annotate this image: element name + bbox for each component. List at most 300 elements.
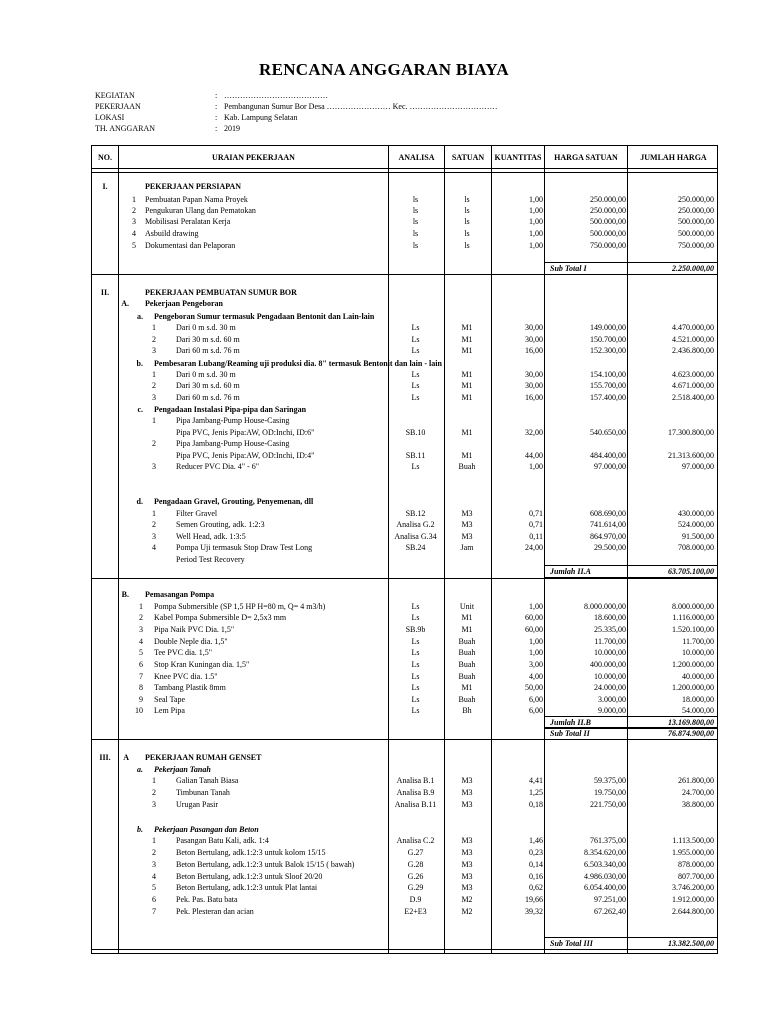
row-description: Pekerjaan Pengeboran (145, 299, 223, 308)
row-satuan: M2 (461, 907, 473, 916)
row-harga-satuan: 400.000,00 (590, 660, 626, 669)
row-description: PEKERJAAN PEMBUATAN SUMUR BOR (145, 288, 297, 297)
row-harga-satuan: 3.000,00 (598, 695, 626, 704)
row-satuan: ls (464, 217, 470, 226)
table-row (92, 415, 717, 426)
row-analisa: Ls (411, 648, 420, 657)
row-kuantitas: 4,00 (529, 672, 543, 681)
table-row (92, 694, 717, 705)
row-index: 3 (152, 393, 156, 402)
subtotal-line (544, 949, 718, 950)
table-row (92, 496, 717, 507)
header-divider (92, 168, 717, 169)
row-kuantitas: 1,00 (529, 637, 543, 646)
row-jumlah-harga: 1.955.000,00 (672, 848, 714, 857)
row-harga-satuan: 484.400,00 (590, 451, 626, 460)
row-kuantitas: 1,00 (529, 217, 543, 226)
row-index: c. (137, 405, 143, 414)
row-description: Pipa PVC, Jenis Pipa:AW, OD:Inchi, ID:4" (176, 451, 315, 460)
meta-key: PEKERJAAN (95, 102, 141, 111)
row-harga-satuan: 155.700,00 (590, 381, 626, 390)
table-row (92, 216, 717, 227)
row-satuan: M1 (461, 381, 473, 390)
row-jumlah-harga: 500.000,00 (678, 229, 714, 238)
row-kuantitas: 0,18 (529, 800, 543, 809)
table-row (92, 205, 717, 216)
row-harga-satuan: 540.650,00 (590, 428, 626, 437)
row-analisa: Ls (411, 381, 420, 390)
row-jumlah-harga: 8.000.000,00 (672, 602, 714, 611)
row-analisa: D.9 (409, 895, 422, 904)
row-harga-satuan: 8.000.000,00 (584, 602, 626, 611)
row-analisa: Ls (411, 335, 420, 344)
row-harga-satuan: 761.375,00 (590, 836, 626, 845)
row-satuan: M1 (461, 323, 473, 332)
row-satuan: M3 (461, 788, 473, 797)
row-jumlah-harga: 11.700,00 (682, 637, 714, 646)
row-satuan: ls (464, 195, 470, 204)
row-description: Pipa Jambang-Pump House-Casing (176, 416, 290, 425)
row-jumlah-harga: 10.000,00 (682, 648, 714, 657)
row-description: Pompa Submersible (SP 1,5 HP H=80 m, Q= 4 m3/h) (154, 602, 326, 611)
row-kuantitas: 60,00 (525, 613, 543, 622)
row-description: Pembuatan Papan Nama Proyek (145, 195, 248, 204)
table-row (92, 589, 717, 600)
meta-colon: : (215, 91, 218, 100)
table-row (92, 345, 717, 356)
table-row (92, 871, 717, 882)
row-harga-satuan: 500.000,00 (590, 229, 626, 238)
row-description: Beton Bertulang, adk.1:2:3 untuk Sloof 20/20 (176, 872, 323, 881)
row-satuan: M3 (461, 848, 473, 857)
row-satuan: Jam (460, 543, 474, 552)
table-row (92, 705, 717, 716)
header-jumlah-harga: JUMLAH HARGA (640, 153, 707, 162)
row-description: Lem Pipa (154, 706, 185, 715)
row-description: Pipa Jambang-Pump House-Casing (176, 439, 290, 448)
table-row (92, 240, 717, 251)
row-harga-satuan: 154.100,00 (590, 370, 626, 379)
row-analisa: ls (412, 229, 419, 238)
table-row (92, 671, 717, 682)
subtotal-row (92, 263, 717, 274)
row-harga-satuan: 750.000,00 (590, 241, 626, 250)
row-description: Pipa Naik PVC Dia. 1,5" (154, 625, 235, 634)
header-analisa: ANALISA (398, 153, 435, 162)
table-row (92, 799, 717, 810)
row-satuan: M3 (461, 860, 473, 869)
row-index: b. (137, 825, 143, 834)
row-kuantitas: 0,14 (529, 860, 543, 869)
table-row (92, 461, 717, 472)
row-index: 1 (152, 323, 156, 332)
row-kuantitas: 16,00 (525, 346, 543, 355)
row-description: Mobilisasi Peralatan Kerja (145, 217, 231, 226)
row-harga-satuan: 6.503.340,00 (584, 860, 626, 869)
row-kuantitas: 50,00 (525, 683, 543, 692)
row-satuan: M1 (461, 370, 473, 379)
row-description: Dokumentasi dan Pelaporan (145, 241, 236, 250)
row-index: 6 (139, 660, 143, 669)
row-description: Pek. Pas. Batu bata (176, 895, 238, 904)
table-row (92, 764, 717, 775)
row-index: 7 (139, 672, 143, 681)
row-index: 4 (139, 637, 143, 646)
row-analisa: Analisa B.1 (396, 776, 435, 785)
row-analisa: Ls (411, 637, 420, 646)
meta-row (95, 123, 655, 134)
header-satuan: SATUAN (451, 153, 485, 162)
row-harga-satuan: 19.750,00 (594, 788, 626, 797)
row-analisa: Analisa C.2 (396, 836, 435, 845)
row-satuan: M1 (461, 346, 473, 355)
row-kuantitas: 39,32 (525, 907, 543, 916)
row-index: d. (136, 497, 143, 506)
row-harga-satuan: 10.000,00 (594, 672, 626, 681)
row-jumlah-harga: 18.000,00 (682, 695, 714, 704)
row-index: A. (121, 299, 129, 308)
row-jumlah-harga: 1.520.100,00 (672, 625, 714, 634)
row-analisa: Ls (411, 706, 420, 715)
table-row (92, 847, 717, 858)
row-satuan: Unit (459, 602, 475, 611)
row-jumlah-harga: 91.500,00 (682, 532, 714, 541)
row-jumlah-harga: 3.746.200,00 (672, 883, 714, 892)
row-number: I. (102, 182, 108, 191)
table-row (92, 775, 717, 786)
row-kuantitas: 44,00 (525, 451, 543, 460)
row-kuantitas: 60,00 (525, 625, 543, 634)
row-description: Timbunan Tanah (176, 788, 230, 797)
row-satuan: M3 (461, 532, 473, 541)
row-description: Galian Tanah Biasa (176, 776, 239, 785)
table-row (92, 519, 717, 530)
row-analisa: ls (412, 195, 419, 204)
row-index: A (123, 753, 129, 762)
row-index: 3 (152, 532, 156, 541)
section-divider (92, 578, 717, 579)
row-analisa: Analisa G.2 (396, 520, 435, 529)
meta-row (95, 101, 655, 112)
row-description: Beton Bertulang, adk.1:2:3 untuk Balok 15/15 ( bawah) (176, 860, 355, 869)
row-jumlah-harga: 261.800,00 (678, 776, 714, 785)
subtotal-value: 13.169.800,00 (668, 718, 714, 727)
row-analisa: G.27 (407, 848, 424, 857)
document-title: RENCANA ANGGARAN BIAYA (259, 60, 509, 79)
row-description: Dari 60 m s.d. 76 m (176, 393, 240, 402)
subtotal-label: Jumlah II.A (550, 567, 591, 576)
row-kuantitas: 30,00 (525, 323, 543, 332)
header-no: NO. (98, 153, 112, 162)
subtotal-row (92, 728, 717, 739)
row-description: Dari 0 m s.d. 30 m (176, 323, 236, 332)
row-analisa: ls (412, 241, 419, 250)
table-row (92, 404, 717, 415)
row-satuan: Buah (458, 695, 476, 704)
row-harga-satuan: 250.000,00 (590, 195, 626, 204)
row-jumlah-harga: 54.000,00 (682, 706, 714, 715)
row-description: Dari 30 m s.d. 60 m (176, 381, 240, 390)
row-kuantitas: 1,00 (529, 195, 543, 204)
table-row (92, 298, 717, 309)
row-harga-satuan: 67.262,40 (594, 907, 626, 916)
row-jumlah-harga: 97.000,00 (682, 462, 714, 471)
row-satuan: M1 (461, 335, 473, 344)
row-analisa: SB.12 (405, 509, 426, 518)
row-index: 1 (152, 776, 156, 785)
row-index: 3 (152, 346, 156, 355)
row-satuan: Buah (458, 637, 476, 646)
subtotal-row (92, 717, 717, 728)
row-description: Semen Grouting, adk. 1:2:3 (176, 520, 265, 529)
subtotal-value: 2.250.000,00 (672, 264, 714, 273)
row-satuan: M1 (461, 683, 473, 692)
row-harga-satuan: 9.000,00 (598, 706, 626, 715)
row-index: 2 (152, 381, 156, 390)
row-satuan: Bh (462, 706, 472, 715)
row-description: Asbuild drawing (145, 229, 199, 238)
row-jumlah-harga: 430.000,00 (678, 509, 714, 518)
row-index: 7 (152, 907, 156, 916)
row-description: Well Head, adk. 1:3:5 (176, 532, 246, 541)
table-row (92, 427, 717, 438)
row-harga-satuan: 250.000,00 (590, 206, 626, 215)
row-jumlah-harga: 500.000,00 (678, 217, 714, 226)
row-kuantitas: 0,71 (529, 520, 543, 529)
budget-table (91, 145, 718, 954)
row-description: Pompa Uji termasuk Stop Draw Test Long (176, 543, 313, 552)
row-analisa: SB.24 (405, 543, 426, 552)
row-kuantitas: 1,00 (529, 229, 543, 238)
row-index: 5 (152, 883, 156, 892)
subtotal-label: Sub Total I (550, 264, 587, 273)
header-kuantitas: KUANTITAS (494, 153, 542, 162)
table-row (92, 322, 717, 333)
row-description: Reducer PVC Dia. 4" - 6" (176, 462, 259, 471)
meta-row (95, 112, 655, 123)
subtotal-label: Sub Total III (550, 939, 593, 948)
row-index: 2 (152, 848, 156, 857)
row-satuan: ls (464, 241, 470, 250)
row-jumlah-harga: 708.000,00 (678, 543, 714, 552)
row-satuan: M3 (461, 520, 473, 529)
row-kuantitas: 30,00 (525, 335, 543, 344)
row-index: 5 (132, 241, 136, 250)
row-harga-satuan: 11.700,00 (594, 637, 626, 646)
row-analisa: Ls (411, 602, 420, 611)
row-kuantitas: 6,00 (529, 695, 543, 704)
meta-row (95, 90, 655, 101)
row-jumlah-harga: 21.313.600,00 (668, 451, 714, 460)
row-description: Pembesaran Lubang/Reaming uji produksi dia. 8" termasuk Bentonit dan lain - lain (154, 359, 442, 368)
row-kuantitas: 1,25 (529, 788, 543, 797)
table-row (92, 612, 717, 623)
row-analisa: G.29 (407, 883, 424, 892)
row-index: 1 (132, 195, 136, 204)
row-kuantitas: 1,00 (529, 648, 543, 657)
table-row (92, 636, 717, 647)
subtotal-line (544, 274, 718, 275)
row-kuantitas: 19,66 (525, 895, 543, 904)
row-analisa: SB.11 (405, 451, 426, 460)
row-jumlah-harga: 1.200.000,00 (672, 660, 714, 669)
row-jumlah-harga: 2.644.800,00 (672, 907, 714, 916)
row-satuan: Buah (458, 462, 476, 471)
row-description: Pengukuran Ulang dan Pematokan (145, 206, 256, 215)
meta-colon: : (215, 113, 218, 122)
document-meta (95, 90, 655, 134)
row-jumlah-harga: 40.000,00 (682, 672, 714, 681)
row-kuantitas: 1,00 (529, 462, 543, 471)
row-analisa: Ls (411, 613, 420, 622)
subtotal-line (544, 577, 718, 578)
table-row (92, 194, 717, 205)
row-description: Pek. Plesteran dan acian (176, 907, 254, 916)
row-index: 9 (139, 695, 143, 704)
table-row (92, 450, 717, 461)
row-index: 5 (139, 648, 143, 657)
row-description: Beton Bertulang, adk.1:2:3 untuk Plat lantai (176, 883, 318, 892)
row-number: III. (99, 753, 111, 762)
row-harga-satuan: 741.614,00 (590, 520, 626, 529)
row-index: 2 (152, 335, 156, 344)
row-description: Tee PVC dia. 1,5" (154, 648, 213, 657)
row-description: Pekerjaan Pasangan dan Beton (154, 825, 259, 834)
row-harga-satuan: 608.690,00 (590, 509, 626, 518)
row-description: Beton Bertulang, adk.1:2:3 untuk kolom 15/15 (176, 848, 326, 857)
row-satuan: Buah (458, 660, 476, 669)
row-satuan: M3 (461, 836, 473, 845)
row-jumlah-harga: 4.521.000,00 (672, 335, 714, 344)
table-row (92, 882, 717, 893)
row-analisa: Ls (411, 695, 420, 704)
header-harga-satuan: HARGA SATUAN (554, 153, 618, 162)
table-row (92, 508, 717, 519)
row-harga-satuan: 59.375,00 (594, 776, 626, 785)
table-row (92, 311, 717, 322)
table-row (92, 659, 717, 670)
row-jumlah-harga: 38.800,00 (682, 800, 714, 809)
row-description: Dari 0 m s.d. 30 m (176, 370, 236, 379)
table-row (92, 554, 717, 565)
row-description: Knee PVC dia. 1.5" (154, 672, 218, 681)
row-description: PEKERJAAN PERSIAPAN (145, 182, 242, 191)
row-kuantitas: 1,00 (529, 241, 543, 250)
row-harga-satuan: 8.354.620,00 (584, 848, 626, 857)
row-kuantitas: 30,00 (525, 370, 543, 379)
row-index: 8 (139, 683, 143, 692)
row-jumlah-harga: 750.000,00 (678, 241, 714, 250)
row-index: 3 (152, 860, 156, 869)
row-satuan: M1 (461, 428, 473, 437)
row-index: 1 (139, 602, 143, 611)
row-analisa: Ls (411, 346, 420, 355)
table-row (92, 181, 717, 192)
row-kuantitas: 3,00 (529, 660, 543, 669)
row-harga-satuan: 149.000,00 (590, 323, 626, 332)
row-harga-satuan: 97.000,00 (594, 462, 626, 471)
row-jumlah-harga: 1.116.000,00 (672, 613, 714, 622)
row-description: Pasangan Batu Kali, adk. 1:4 (176, 836, 269, 845)
meta-value: Kab. Lampung Selatan (224, 113, 298, 122)
row-index: 1 (152, 370, 156, 379)
row-satuan: M3 (461, 509, 473, 518)
row-kuantitas: 30,00 (525, 381, 543, 390)
row-analisa: Ls (411, 462, 420, 471)
row-index: 3 (152, 462, 156, 471)
meta-value: Pembangunan Sumur Bor Desa …………………… Kec. …………………………… (224, 102, 498, 111)
row-index: 1 (152, 416, 156, 425)
row-satuan: M1 (461, 451, 473, 460)
row-kuantitas: 0,23 (529, 848, 543, 857)
row-kuantitas: 0,62 (529, 883, 543, 892)
row-description: Pengeboran Sumur termasuk Pengadaan Bentonit dan Lain-lain (154, 312, 375, 321)
table-row (92, 682, 717, 693)
row-jumlah-harga: 24.700,00 (682, 788, 714, 797)
table-row (92, 752, 717, 763)
row-jumlah-harga: 17.300.800,00 (668, 428, 714, 437)
row-harga-satuan: 864.970,00 (590, 532, 626, 541)
row-description: Kabel Pompa Submersible D= 2,5x3 mm (154, 613, 287, 622)
table-row (92, 531, 717, 542)
row-satuan: M1 (461, 625, 473, 634)
row-analisa: Ls (411, 660, 420, 669)
row-jumlah-harga: 250.000,00 (678, 206, 714, 215)
row-analisa: E2+E3 (404, 907, 427, 916)
subtotal-row (92, 566, 717, 577)
table-row (92, 859, 717, 870)
row-jumlah-harga: 4.470.000,00 (672, 323, 714, 332)
subtotal-value: 63.705.100,00 (668, 567, 714, 576)
row-index: 6 (152, 895, 156, 904)
row-analisa: G.28 (407, 860, 424, 869)
meta-key: KEGIATAN (95, 91, 135, 100)
row-harga-satuan: 24.000,00 (594, 683, 626, 692)
row-harga-satuan: 152.300,00 (590, 346, 626, 355)
row-harga-satuan: 25.335,00 (594, 625, 626, 634)
row-kuantitas: 0,11 (529, 532, 543, 541)
meta-value: ………………………………… (224, 91, 328, 100)
row-jumlah-harga: 2.518.400,00 (672, 393, 714, 402)
row-analisa: SB.10 (405, 428, 426, 437)
row-analisa: Ls (411, 323, 420, 332)
row-harga-satuan: 500.000,00 (590, 217, 626, 226)
row-index: 10 (135, 706, 143, 715)
row-jumlah-harga: 807.700,00 (678, 872, 714, 881)
subtotal-line (544, 739, 718, 740)
table-row (92, 380, 717, 391)
row-kuantitas: 1,00 (529, 206, 543, 215)
subtotal-row (92, 938, 717, 949)
row-satuan: ls (464, 229, 470, 238)
header-uraian: URAIAN PEKERJAAN (212, 153, 295, 162)
table-row (92, 542, 717, 553)
row-jumlah-harga: 250.000,00 (678, 195, 714, 204)
header-divider (92, 172, 717, 173)
row-index: 3 (132, 217, 136, 226)
row-description: Pemasangan Pompa (145, 590, 215, 599)
meta-value: 2019 (224, 124, 240, 133)
row-index: 3 (152, 800, 156, 809)
row-jumlah-harga: 2.436.800,00 (672, 346, 714, 355)
row-index: b. (136, 359, 143, 368)
row-satuan: M1 (461, 613, 473, 622)
row-kuantitas: 6,00 (529, 706, 543, 715)
row-analisa: Ls (411, 370, 420, 379)
row-harga-satuan: 97.251,00 (594, 895, 626, 904)
meta-colon: : (215, 102, 218, 111)
row-index: 3 (139, 625, 143, 634)
